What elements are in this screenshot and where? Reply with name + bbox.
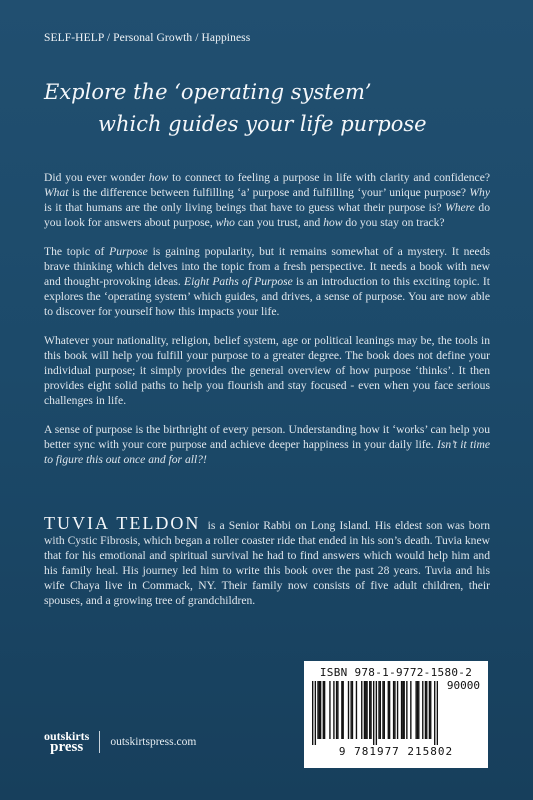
barcode-bar — [337, 681, 338, 739]
barcode-bar — [384, 681, 385, 739]
barcode-bar — [437, 681, 438, 745]
barcode-bar — [417, 681, 418, 739]
category-label: SELF-HELP / Personal Growth / Happiness — [44, 32, 251, 44]
emphasis: Purpose — [109, 245, 148, 258]
author-name: TUVIA TELDON — [44, 513, 201, 533]
barcode-bar — [323, 681, 324, 739]
text-run: The topic of — [44, 245, 110, 258]
barcode-bar — [425, 681, 426, 739]
barcode-bar — [393, 681, 394, 739]
publisher — [44, 724, 196, 760]
barcode-bar — [378, 681, 379, 739]
barcode-bar — [350, 681, 351, 739]
barcode-bar — [415, 681, 416, 739]
barcode-graphic — [312, 681, 438, 745]
text-run: to connect to feeling a purpose in life with clarity and confidence? — [168, 171, 490, 184]
price-code: 90000 — [446, 679, 480, 692]
barcode-bar — [369, 681, 370, 739]
paragraph-4 — [44, 422, 490, 467]
text-run: is an introduction to this exciting topic. It explores the ‘operating system’ which guides, and drives, a sense of purpose. You are now able to discover for yourself how this impacts your life. — [44, 275, 490, 318]
emphasis: how — [323, 216, 343, 229]
barcode-bar — [394, 681, 395, 739]
publisher-logo — [44, 731, 100, 753]
emphasis: who — [215, 216, 235, 229]
barcode-bar — [422, 681, 423, 739]
text-run: do you look for answers about purpose, — [44, 201, 490, 229]
barcode-bar — [320, 681, 321, 739]
tagline — [44, 76, 504, 140]
barcode-bar — [329, 681, 330, 739]
barcode-bar — [397, 681, 398, 739]
description — [44, 170, 490, 467]
barcode-bar — [315, 681, 316, 745]
publisher-url[interactable]: outskirtspress.com — [110, 736, 197, 748]
text-run: is it that humans are the only living beings that have to guess what their purpose is? — [44, 201, 446, 214]
emphasis: Where — [445, 201, 475, 214]
barcode-bar — [418, 681, 419, 739]
barcode-bar — [365, 681, 366, 739]
barcode-bar — [430, 681, 431, 739]
emphasis: how — [148, 171, 169, 184]
book-title-emphasis: Eight Paths of Purpose — [184, 275, 293, 288]
barcode-bar — [406, 681, 407, 739]
author-bio-text: is a Senior Rabbi on Long Island. His eldest son was born with Cystic Fibrosis, which began a roller coaster ride that ended in his son’s death. Tuvia knew that for his emotional and spiritual survival he had to find answers which would help him and his family heal. His journey led him to write this book over the past 28 years. Tuvia and his wife Chaya live in Commack, NY. Their family now consists of five adult children, their spouses, and a growing tree of grandchildren. — [44, 519, 491, 607]
emphasis: What — [44, 186, 69, 199]
tagline-line-1: Explore the ‘operating system’ — [44, 80, 372, 104]
barcode-bar — [434, 681, 435, 745]
barcode-bar — [370, 681, 371, 739]
tagline-line-2: which guides your life purpose — [98, 112, 427, 136]
barcode-bar — [343, 681, 344, 739]
barcode-bar — [317, 681, 318, 739]
barcode-bar — [333, 681, 334, 739]
barcode-bar — [426, 681, 427, 739]
barcode-bar — [356, 681, 357, 739]
emphasis: Isn’t it time to figure this out once and for all?! — [44, 438, 490, 466]
author-bio — [44, 513, 491, 608]
barcode-bar — [401, 681, 402, 739]
barcode-bar — [382, 681, 383, 739]
text-run: is gaining popularity, but it remains somewhat of a mystery. It needs brave thinking which delves into the topic from a fresh perspective. It needs a book with new and thought-provoking ideas. — [44, 245, 490, 288]
paragraph-1 — [44, 170, 490, 230]
barcode-bar — [366, 681, 367, 739]
paragraph-2 — [44, 244, 490, 319]
barcode-bar — [373, 681, 374, 745]
publisher-logo-line-2: press — [50, 739, 84, 755]
barcode-bar — [312, 681, 313, 745]
isbn-text: ISBN 978-1-9772-1580-2 — [319, 666, 473, 679]
barcode-box — [304, 661, 488, 768]
barcode-bar — [380, 681, 381, 739]
barcode-bar — [364, 681, 365, 739]
text-run: do you stay on track? — [342, 216, 445, 229]
text-run: can you trust, and — [234, 216, 324, 229]
publisher-logo-line-1: outskirts — [44, 729, 90, 743]
barcode-bar — [389, 681, 390, 739]
text-run: A sense of purpose is the birthright of every person. Understanding how it ‘works’ can help you better sync with your core purpose and achieve deeper happiness in your daily life. — [44, 423, 490, 451]
text-run: is the difference between fulfilling ‘a’ purpose and fulfilling ‘your’ unique purpose? — [68, 186, 470, 199]
barcode-bar — [361, 681, 362, 739]
paragraph-3: Whatever your nationality, religion, belief system, age or political leanings may be, the tools in this book will help you fulfill your purpose to a greater degree. The book does not define your individual purpose; it simply provides the general overview of how purpose ‘thinks’. It then provides eight solid paths to help you flourish and stay focused - even when you face serious challenges in life. — [44, 334, 490, 407]
barcode-bar — [341, 681, 342, 739]
barcode-bar — [429, 681, 430, 739]
barcode-digits: 9 781977 215802 — [338, 745, 454, 758]
barcode-bar — [348, 681, 349, 739]
text-run: Did you ever wonder — [44, 171, 149, 184]
barcode-bar — [352, 681, 353, 739]
barcode-bar — [336, 681, 337, 739]
barcode-bar — [410, 681, 411, 739]
barcode-bar — [376, 681, 377, 745]
barcode-bar — [402, 681, 403, 739]
barcode-bar — [324, 681, 325, 739]
barcode-bar — [388, 681, 389, 739]
emphasis: Why — [469, 186, 490, 199]
barcode-bar — [404, 681, 405, 739]
barcode-bar — [319, 681, 320, 739]
